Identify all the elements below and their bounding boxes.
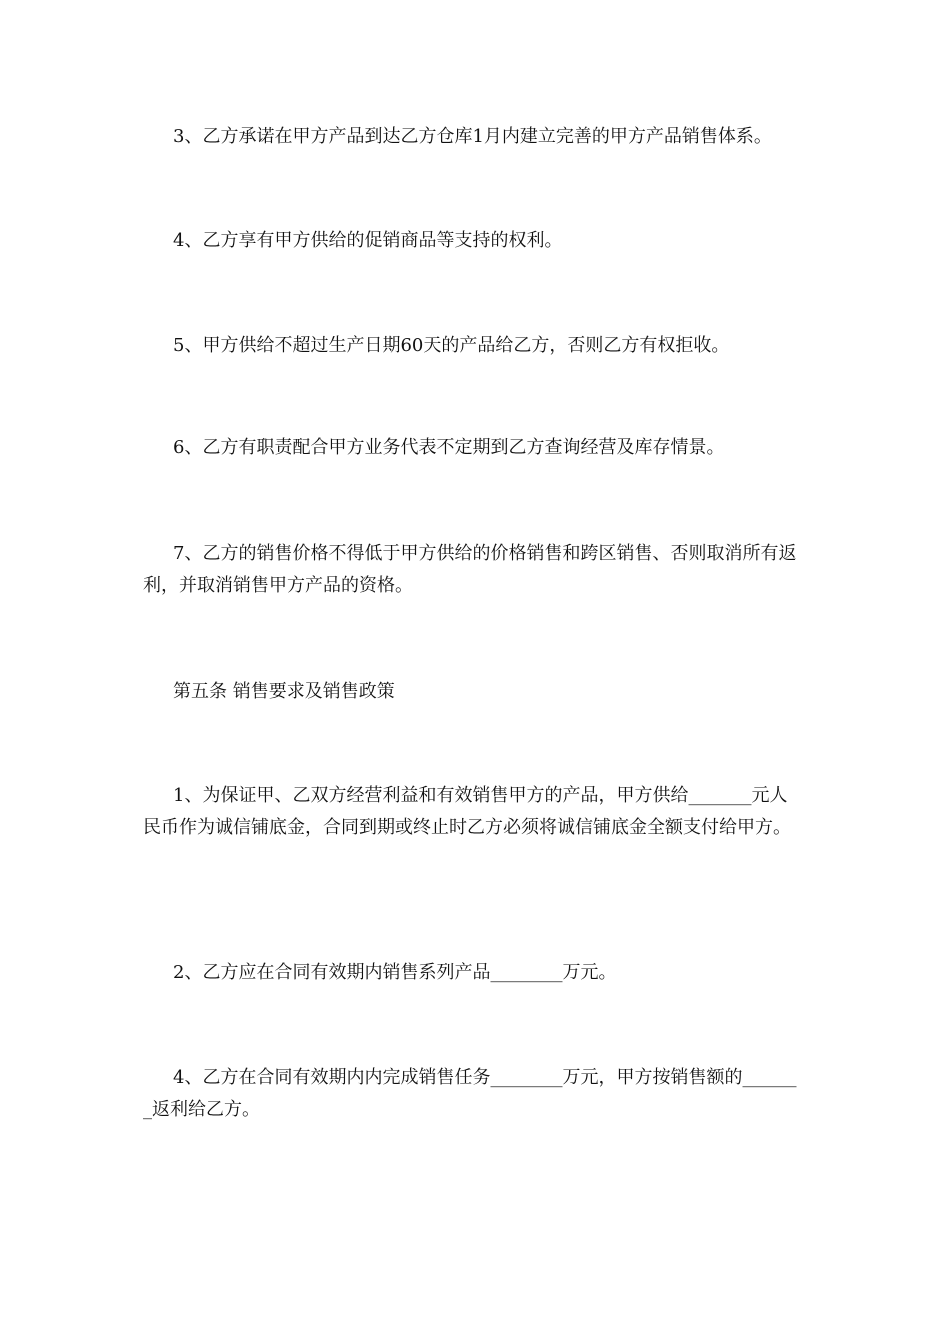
section-heading: 第五条 销售要求及销售政策 [173, 681, 395, 702]
policy-4-paragraph: 4、乙方在合同有效期内内完成销售任务________万元，甲方按销售额的_______返利给乙方。 [143, 1067, 797, 1120]
clause-5-paragraph: 5、甲方供给不超过生产日期60天的产品给乙方，否则乙方有权拒收。 [173, 335, 730, 356]
clause-4-paragraph: 4、乙方享有甲方供给的促销商品等支持的权利。 [173, 230, 563, 251]
clause-6-paragraph: 6、乙方有职责配合甲方业务代表不定期到乙方查询经营及库存情景。 [173, 437, 725, 458]
clause-3-paragraph: 3、乙方承诺在甲方产品到达乙方仓库1月内建立完善的甲方产品销售体系。 [173, 126, 772, 147]
policy-2-paragraph: 2、乙方应在合同有效期内销售系列产品________万元。 [173, 962, 617, 983]
clause-7-paragraph: 7、乙方的销售价格不得低于甲方供给的价格销售和跨区销售、否则取消所有返利，并取消销售甲方产品的资格。 [143, 543, 797, 596]
policy-1-paragraph: 1、为保证甲、乙双方经营利益和有效销售甲方的产品，甲方供给_______元人民币作为诚信铺底金，合同到期或终止时乙方必须将诚信铺底金全额支付给甲方。 [143, 785, 791, 838]
